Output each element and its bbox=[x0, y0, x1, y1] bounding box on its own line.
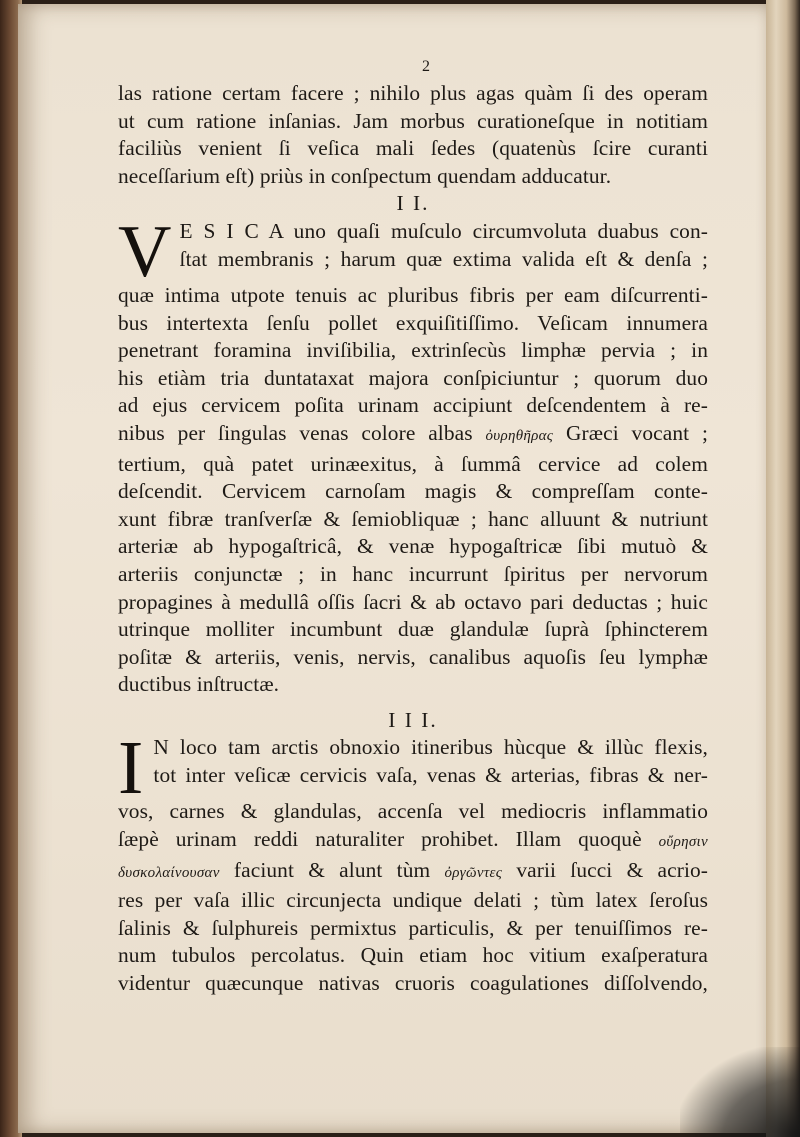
text-line: tot inter veſicæ cervicis vaſa, venas & arterias, fibras & ner- bbox=[153, 763, 708, 788]
text-line: propagines à medullâ oſſis ſacri & ab octavo pari deductas ; huic bbox=[118, 589, 708, 614]
text-line: ſtat membranis ; harum quæ extima valida eſt & denſa ; bbox=[179, 246, 708, 271]
text-line bbox=[118, 826, 708, 857]
text-line: las ratione certam facere ; nihilo plus agas quàm ſi des operam bbox=[118, 81, 708, 105]
text-line: deſcendit. Cervicem carnoſam magis & compreſſam conte- bbox=[118, 479, 708, 504]
drop-capital: I bbox=[118, 726, 144, 811]
greek-word: ὀυρηθῆρας bbox=[485, 427, 554, 444]
text-line: faciliùs venient ſi veſica mali ſedes (quatenùs ſcire curanti bbox=[118, 136, 708, 161]
text-line: ductibus inſtructæ. bbox=[118, 672, 280, 697]
text-line: neceſſarium eſt) priùs in conſpectum quendam adducatur. bbox=[118, 163, 612, 188]
text-line: N loco tam arctis obnoxio itineribus hùcque & illùc flexis, bbox=[153, 735, 708, 760]
text-line: arteriæ ab hypogaſtricâ, & venæ hypogaſtricæ ſibi mutuò & bbox=[118, 534, 708, 559]
text-segment: nibus per ſingulas venas colore albas bbox=[118, 420, 473, 445]
text-line: arteriis conjunctæ ; in hanc incurrunt ſpiritus per nervorum bbox=[118, 561, 708, 586]
text-line: vos, carnes & glandulas, accenſa vel mediocris inflammatio bbox=[118, 799, 708, 824]
text-line: bus intertexta ſenſu pollet exquiſitiſſimo. Veſicam innumera bbox=[118, 310, 708, 335]
text-line: xunt fibræ tranſverſæ & ſemiobliquæ ; hanc alluunt & nutriunt bbox=[118, 506, 708, 531]
section-paragraph bbox=[118, 210, 708, 699]
text-segment: varii ſucci & acrio- bbox=[516, 857, 709, 882]
text-line: ſalinis & ſulphureis permixtus particulis, & per tenuiſſimos re- bbox=[118, 915, 708, 940]
text-line: his etiàm tria duntataxat majora conſpiciuntur ; quorum duo bbox=[118, 365, 708, 390]
text-line: poſitæ & arteriis, venis, nervis, canalibus aquoſis ſeu lymphæ bbox=[118, 644, 708, 669]
text-line: ut cum ratione inſanias. Jam morbus curationeſque in notitiam bbox=[118, 108, 708, 133]
text-segment: Græci vocant ; bbox=[565, 420, 708, 445]
section-paragraph bbox=[118, 726, 709, 997]
text-segment: faciunt & alunt tùm bbox=[233, 857, 431, 882]
greek-word: οὔρησιν bbox=[658, 834, 708, 851]
section-numeral: I I. bbox=[396, 191, 430, 216]
text-line: quæ intima utpote tenuis ac pluribus fibris per eam diſcurrenti- bbox=[118, 282, 708, 307]
drop-capital: V bbox=[118, 210, 172, 293]
text-line: num tubulos percolatus. Quin etiam hoc vitium exaſperatura bbox=[118, 943, 708, 968]
corner-shadow bbox=[680, 1047, 800, 1137]
text-line: res per vaſa illic circunjecta undique delati ; tùm latex ſeroſus bbox=[118, 888, 708, 913]
text-line bbox=[118, 420, 708, 451]
page-number: 2 bbox=[422, 58, 430, 75]
section-numeral: I I I. bbox=[388, 707, 438, 732]
text-line: tertium, quà patet urinæexitus, à ſummâ cervice ad colem bbox=[118, 451, 708, 476]
greek-word: δυσκολαίνουσαν bbox=[118, 864, 220, 881]
text-line: videntur quæcunque nativas cruoris coagulationes diſſolvendo, bbox=[118, 971, 708, 996]
text-line: utrinque molliter incumbunt duæ glandulæ ſuprà ſphincterem bbox=[118, 617, 708, 642]
text-segment: ſæpè urinam reddi naturaliter prohibet. Illam quoquè bbox=[118, 827, 642, 852]
page-edges bbox=[766, 0, 800, 1137]
page-text bbox=[118, 58, 708, 998]
text-line bbox=[118, 857, 708, 888]
intro-paragraph bbox=[118, 80, 708, 190]
text-line: ad ejus cervicem poſita urinam accipiunt deſcendentem à re- bbox=[118, 393, 708, 418]
text-line: penetrant foramina inviſibilia, extrinſecùs limphæ pervia ; in bbox=[118, 338, 708, 363]
text-line: E S I C A uno quaſi muſculo circumvoluta duabus con- bbox=[179, 218, 708, 243]
greek-word: ὀργῶντες bbox=[444, 864, 503, 881]
